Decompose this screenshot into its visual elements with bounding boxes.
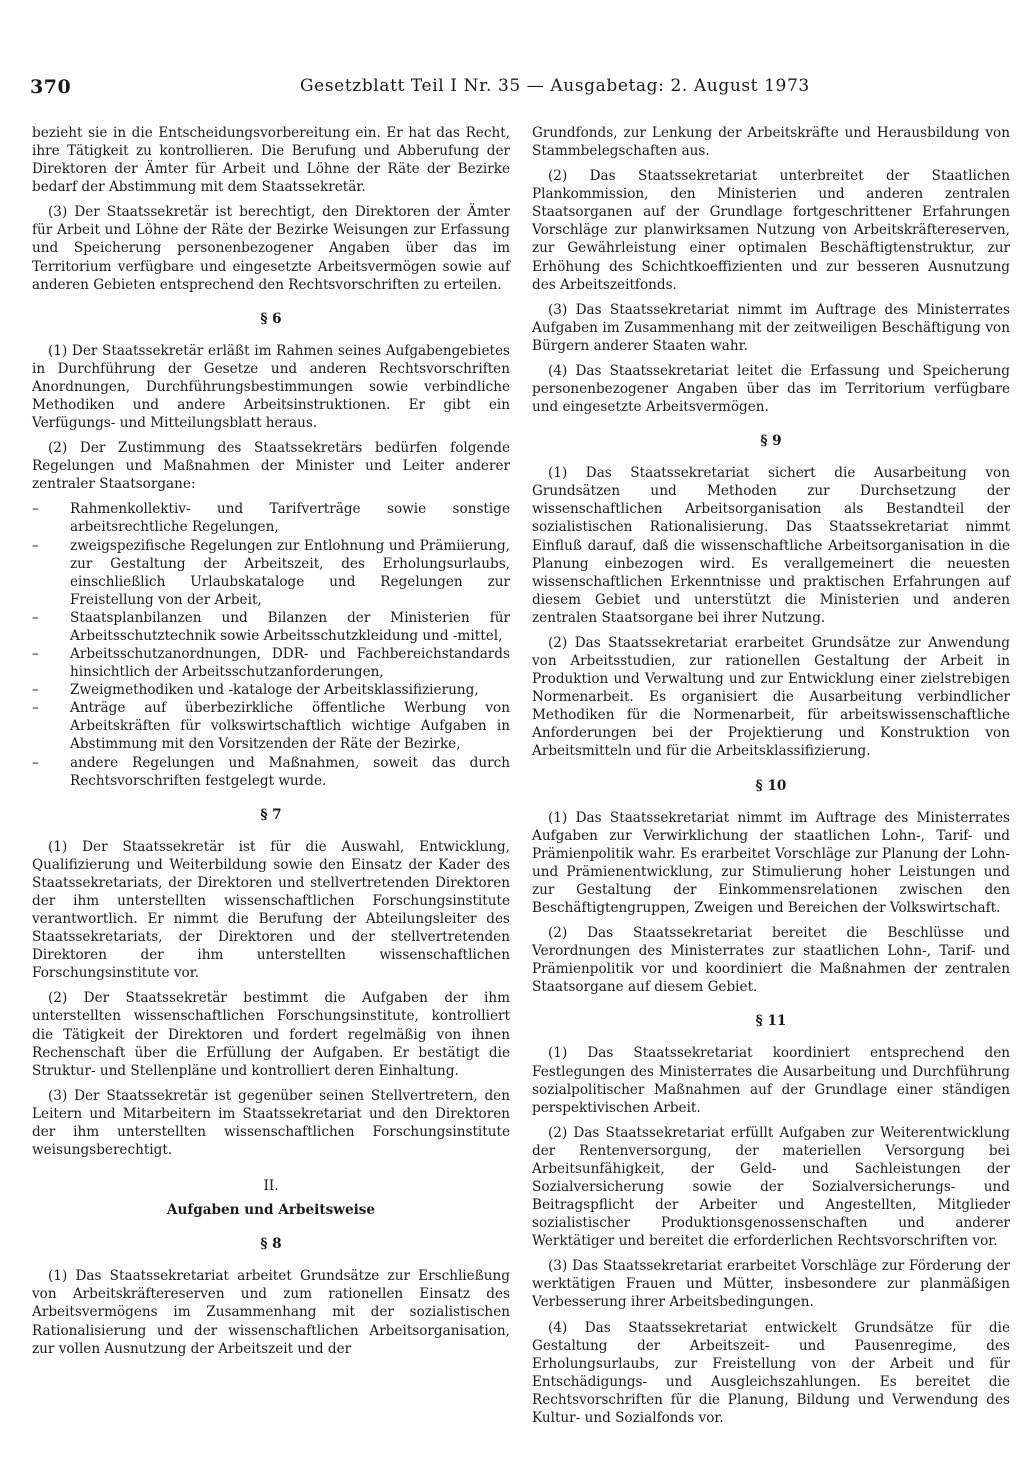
paragraph: (1) Das Staatssekretariat arbeitet Grundsätze zur Erschließung von Arbeitskräftereserven und zum rationellen Einsatz des Arbeitsvermögens im Zusammenhang mit der sozialistischen Rationalisierung und der wissenschaftlichen Arbeitsorganisation, zur vollen Ausnutzung der Arbeitszeit und der [32,1268,510,1357]
paragraph: (4) Das Staatssekretariat entwickelt Grundsätze für die Gestaltung der Arbeitszeit- und Pausenregime, des Erholungsurlaubs, zur Freistellung von der Arbeit und für Entschädigungs- und Ausgleichszahlungen. Es bereitet die Rechtsvorschriften für die Planung, Bildung und Verwendung des Kultur- und Sozialfonds vor. [532,1319,1010,1426]
paragraph: (3) Das Staatssekretariat nimmt im Auftrage des Ministerrates Aufgaben im Zusammenhang mit der zeitweiligen Beschäftigung von Bürgern anderer Staaten wahr. [532,301,1010,354]
list-item: – Rahmenkollektiv- und Tarifverträge sowie sonstige arbeitsrechtliche Regelungen, [32,500,510,536]
section-heading-7: § 7 [260,806,282,823]
list-item: – zweigspezifische Regelungen zur Entlohnung und Prämiierung, zur Gestaltung der Arbeitszeit, des Erholungsurlaubs, einschließlich Urlaubskataloge und Regelungen zur Freistellung von der Arbeit, [32,537,510,609]
section-heading-10: § 10 [755,777,787,794]
section-heading-8: § 8 [260,1236,282,1253]
paragraph: (1) Der Staatssekretär erläßt im Rahmen seines Aufgabengebietes in Durchführung der Gesetze und anderen Rechtsvorschriften Anordnungen, Durchführungsbestimmungen sowie verbindliche Methodiken und andere Arbeitsinstruktionen. Er gibt ein Verfügungs- und Mitteilungsblatt heraus. [32,342,510,432]
paragraph: (2) Das Staatssekretariat erfüllt Aufgaben zur Weiterentwicklung der Rentenversorgung, der materiellen Versorgung bei Arbeitsunfähigkeit, der Geld- und Sachleistungen der Sozialversicherung sowie der Sozialversicherungs- und Beitragspflicht der Arbeiter und Angestellten, Mitglieder sozialistischer Produktionsgenossenschaften und anderer Werktätiger und bereitet die erforderlichen Rechtsvorschriften vor. [532,1124,1010,1250]
paragraph: (2) Der Staatssekretär bestimmt die Aufgaben der ihm unterstellten wissenschaftlichen Forschungsinstitute, kontrolliert die Tätigkeit der Direktoren und fordert regelmäßig von ihnen Rechenschaft über die Erfüllung der Aufgaben. Er bestätigt die Struktur- und Stellenpläne und kontrolliert deren Einhaltung. [32,990,510,1079]
left-column [32,124,510,1365]
paragraph: (3) Der Staatssekretär ist gegenüber seinen Stellvertretern, den Leitern und Mitarbeitern im Staatssekretariat und den Direktoren der ihm unterstellten wissenschaftlichen Forschungsinstitute weisungsberechtigt. [32,1087,510,1158]
list-item: – Anträge auf überbezirkliche öffentliche Werbung von Arbeitskräften für volkswirtschaftlich wichtige Aufgaben in Abstimmung mit den Vorsitzenden der Räte der Bezirke, [32,699,510,753]
header-title: Gesetzblatt Teil I Nr. 35 — Ausgabetag: 2. August 1973 [300,76,810,96]
section-heading-6: § 6 [260,310,282,327]
chapter-title: Aufgaben und Arbeitsweise [166,1202,376,1219]
chapter-number: II. [263,1178,279,1195]
dash-list [32,500,510,789]
list-item: – Staatsplanbilanzen und Bilanzen der Ministerien für Arbeitsschutztechnik sowie Arbeitsschutzkleidung und -mittel, [32,609,510,645]
section-heading-9: § 9 [760,433,782,450]
paragraph: (2) Der Zustimmung des Staatssekretärs bedürfen folgende Regelungen und Maßnahmen der Minister und Leiter anderer zentraler Staatsorgane: [32,440,510,493]
paragraph: Grundfonds, zur Lenkung der Arbeitskräfte und Herausbildung von Stammbelegschaften aus. [532,125,1010,160]
page-number: 370 [30,76,72,98]
section-heading-11: § 11 [755,1013,787,1030]
list-item: – Arbeitsschutzanordnungen, DDR- und Fachbereichstandards hinsichtlich der Arbeitsschutzanforderungen, [32,645,510,681]
page-header [30,74,1000,104]
list-item: – Zweigmethodiken und -kataloge der Arbeitsklassifizierung, [32,681,510,699]
list-item: – andere Regelungen und Maßnahmen, soweit das durch Rechtsvorschriften festgelegt wurde. [32,754,510,790]
paragraph: (1) Das Staatssekretariat nimmt im Auftrage des Ministerrates Aufgaben zur Verwirklichung der staatlichen Lohn-, Tarif- und Prämienpolitik wahr. Es erarbeitet Vorschläge zur Planung der Lohn- und Prämienentwicklung, zur Stimulierung hoher Leistungen und zur Gestaltung der Einkommensrelationen zwischen den Beschäftigtengruppen, Zweigen und Bereichen der Volkswirtschaft. [532,809,1010,916]
paragraph: bezieht sie in die Entscheidungsvorbereitung ein. Er hat das Recht, ihre Tätigkeit zu kontrollieren. Die Berufung und Abberufung der Direktoren der Ämter für Arbeit und Löhne der Räte der Bezirke bedarf der Abstimmung mit dem Staatssekretär. [32,125,510,196]
paragraph: (2) Das Staatssekretariat erarbeitet Grundsätze zur Anwendung von Arbeitsstudien, zur rationellen Gestaltung der Arbeit in Produktion und Verwaltung und zur Entwicklung einer zielstrebigen Normenarbeit. Es organisiert die Ausarbeitung verbindlicher Methodiken für die Normenarbeit, für arbeitswissenschaftliche Anforderungen bei der Projektierung und Konstruktion von Arbeitsmitteln und für die Arbeitsklassifizierung. [532,634,1010,760]
paragraph: (2) Das Staatssekretariat unterbreitet der Staatlichen Plankommission, den Ministerien und anderen zentralen Staatsorganen auf der Grundlage fortgeschrittener Erfahrungen Vorschläge zur planwirksamen Nutzung von Arbeitskräftereserven, zur Gewährleistung einer optimalen Beschäftigtenstruktur, zur Erhöhung des Schichtkoeffizienten und zur besseren Ausnutzung des Arbeitszeitfonds. [532,168,1010,293]
paragraph: (3) Das Staatssekretariat erarbeitet Vorschläge zur Förderung der werktätigen Frauen und Mütter, insbesondere zur planmäßigen Verbesserung ihrer Arbeitsbedingungen. [532,1258,1010,1311]
paragraph: (2) Das Staatssekretariat bereitet die Beschlüsse und Verordnungen des Ministerrates zur staatlichen Lohn-, Tarif- und Prämienpolitik vor und koordiniert die Maßnahmen der zentralen Staatsorgane auf diesem Gebiet. [532,925,1010,996]
paragraph: (1) Das Staatssekretariat koordiniert entsprechend den Festlegungen des Ministerrates die Ausarbeitung und Durchführung sozialpolitischer Maßnahmen auf der Grundlage einer ständigen perspektivischen Arbeit. [532,1045,1010,1116]
paragraph: (1) Das Staatssekretariat sichert die Ausarbeitung von Grundsätzen und Methoden zur Durchsetzung der wissenschaftlichen Arbeitsorganisation als Bestandteil der sozialistischen Rationalisierung. Das Staatssekretariat nimmt Einfluß darauf, daß die wissenschaftliche Arbeitsorganisation in die Planung einbezogen wird. Es verallgemeinert die neuesten wissenschaftlichen Erkenntnisse und praktischen Erfahrungen auf diesem Gebiet und unterstützt die Ministerien und anderen zentralen Staatsorgane bei ihrer Nutzung. [532,465,1010,626]
paragraph: (4) Das Staatssekretariat leitet die Erfassung und Speicherung personenbezogener Angaben über das im Territorium verfügbare und eingesetzte Arbeitsvermögen. [532,362,1010,416]
paragraph: (3) Der Staatssekretär ist berechtigt, den Direktoren der Ämter für Arbeit und Löhne der Räte der Bezirke Weisungen zur Erfassung und Speicherung personenbezogener Angaben über das im Territorium verfügbare und eingesetzte Arbeitsvermögen sowie auf anderen Gebieten entsprechend den Rechtsvorschriften zu erteilen. [32,204,510,293]
paragraph: (1) Der Staatssekretär ist für die Auswahl, Entwicklung, Qualifizierung und Weiterbildung sowie den Einsatz der Kader des Staatssekretariats, der Direktoren und stellvertretenden Direktoren der ihm unterstellten wissenschaftlichen Forschungsinstitute verantwortlich. Er nimmt die Berufung der Abteilungsleiter des Staatssekretariats, der Direktoren und der stellvertretenden Direktoren der ihm unterstellten wissenschaftlichen Forschungsinstitute vor. [32,838,510,982]
right-column [532,124,1010,1434]
